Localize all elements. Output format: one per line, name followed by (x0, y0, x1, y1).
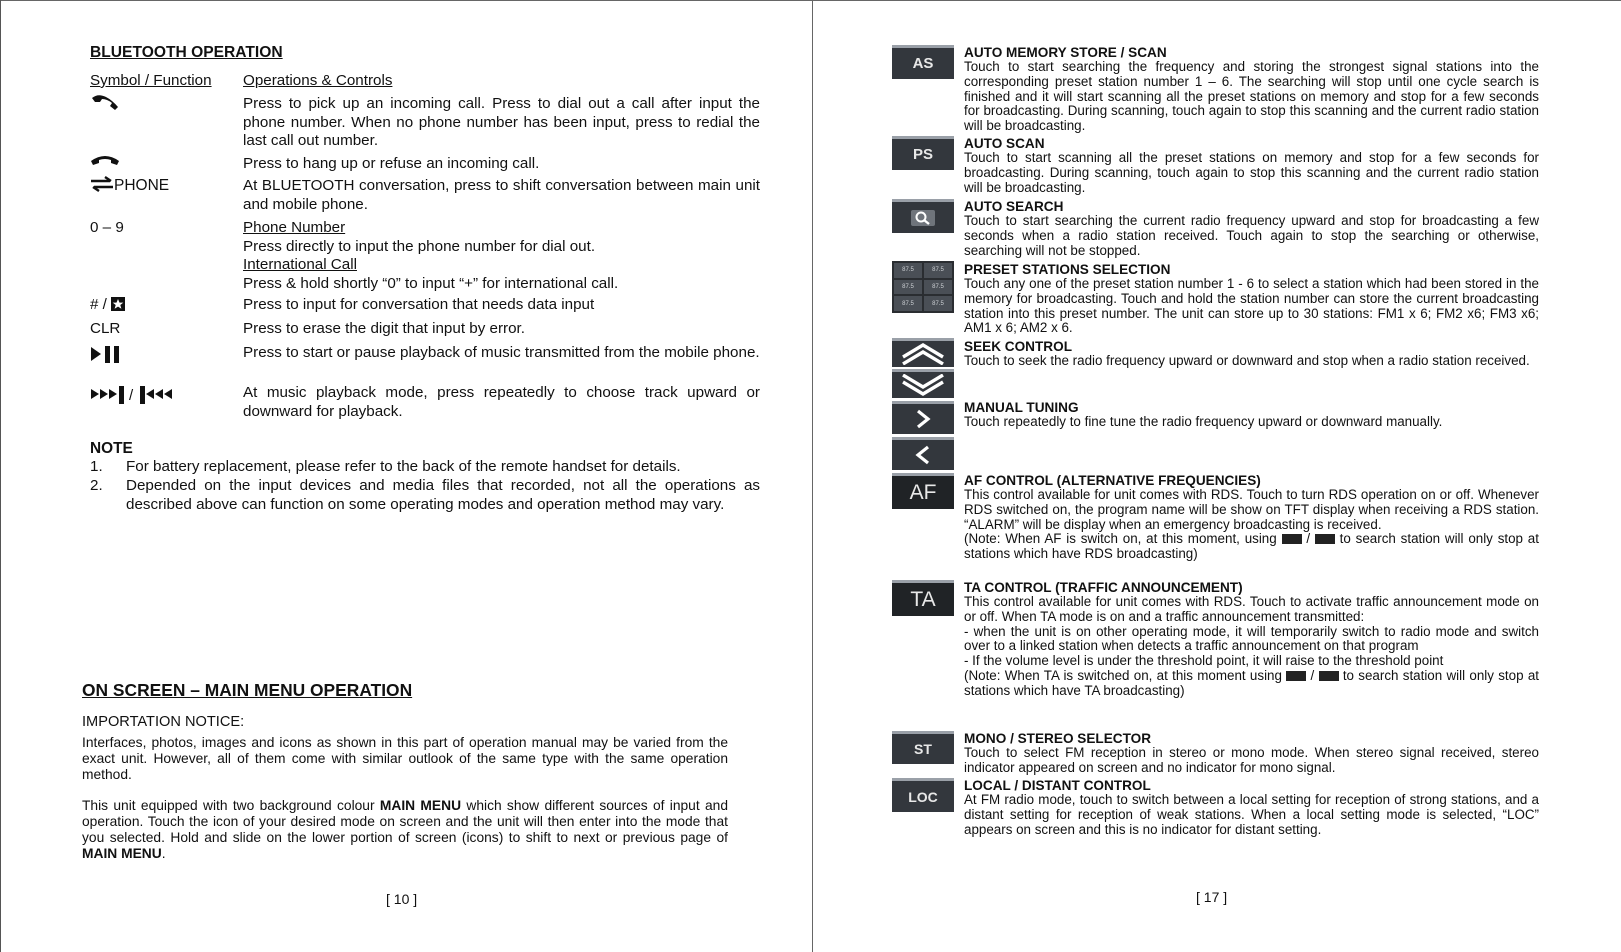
local-distant-text: At FM radio mode, touch to switch between a local setting for reception of strong stations, and a distant setting for reception of weak stations. When a local setting mode is selected, “LOC” appears on screen and this is no indicator for distant setting. (964, 792, 1539, 837)
st-button-icon: ST (892, 731, 954, 764)
digits-symbol: 0 – 9 (90, 219, 124, 236)
preset-text: Touch any one of the preset station number 1 - 6 to select a station which had been stored in the memory for broadcasting. Touch and hold the station number can store the current broadcasting station into this preset number. The unit can store up to 30 stations: FM1 x 6; FM2 x6; FM3 x6; AM1 x 6; AM2 x 6. (964, 276, 1539, 336)
preset-cell: 87.5 (894, 280, 922, 295)
page-number-right: [ 17 ] (1196, 889, 1228, 905)
row-hangup-desc: Press to hang up or refuse an incoming call. (243, 155, 540, 172)
ps-button-icon: PS (892, 136, 954, 170)
preset-head: PRESET STATIONS SELECTION (964, 262, 1171, 277)
auto-memory-head: AUTO MEMORY STORE / SCAN (964, 45, 1167, 60)
row-clr-desc: Press to erase the digit that input by error. (243, 320, 525, 337)
ta-block (964, 595, 1539, 699)
row-pickup-desc: Press to pick up an incoming call. Press to dial out a call after input the phone number. When no phone number has been input, press to redial the last call out number. (243, 95, 760, 149)
loc-button-icon: LOC (892, 778, 954, 812)
para-part-e: . (161, 846, 166, 861)
track-skip-symbol (90, 384, 180, 410)
note-title: NOTE (90, 440, 133, 457)
auto-search-head: AUTO SEARCH (964, 199, 1064, 214)
note-1-text: For battery replacement, please refer to the back of the remote handset for details. (126, 458, 681, 475)
af-block (964, 488, 1539, 562)
local-distant-head: LOCAL / DISTANT CONTROL (964, 778, 1151, 793)
row-transfer-desc: At BLUETOOTH conversation, press to shift conversation between main unit and mobile phone. (243, 177, 760, 213)
ta-note-a: (Note: When TA is switched on, at this moment using (964, 667, 1287, 683)
main-menu-title: ON SCREEN – MAIN MENU OPERATION (82, 680, 413, 700)
mono-stereo-text: Touch to select FM reception in stereo or mono mode. When stereo signal received, stereo indicator appeared on screen and no indicator for mono signal. (964, 745, 1539, 775)
manual-tuning-text: Touch repeatedly to fine tune the radio frequency upward or downward manually. (964, 414, 1443, 429)
hash-star-symbol (90, 296, 125, 315)
tune-down-icon (892, 437, 954, 470)
note-2-num: 2. (90, 477, 103, 494)
row-hash-desc: Press to input for conversation that needs data input (243, 296, 595, 313)
search-button-icon (892, 199, 954, 233)
page-number-left: [ 10 ] (386, 891, 418, 907)
ta-head: TA CONTROL (TRAFFIC ANNOUNCEMENT) (964, 580, 1243, 595)
seek-text: Touch to seek the radio frequency upward or downward and stop when a radio station received. (964, 353, 1530, 368)
seek-up-icon (892, 338, 954, 367)
auto-scan-text: Touch to start scanning all the preset stations on memory and stop for a few seconds for broadcasting. During scanning, touch again to stop this scanning and the current radio station will be broadcasting. (964, 150, 1539, 195)
ta-note: (Note: When TA is switched on, at this moment using / to search station will only stop at stations which have TA broadcasting) (964, 667, 1539, 698)
auto-memory-text: Touch to start searching the frequency and storing the strongest signal stations into the corresponding preset station number 1 – 6. The searching will stop until one cycle search is finished and it will start scanning all the preset stations on memory and stop for a few seconds for broadcasting. During scanning, touch again to stop this scanning and the current radio station will be broadcasting. (964, 59, 1539, 134)
ta-bullet-2: - If the volume level is under the threshold point, it will raise to the threshold point (964, 653, 1444, 669)
seek-down-icon (892, 369, 954, 398)
ta-note-b: to search station will only stop at stations which have TA broadcasting) (964, 667, 1539, 698)
tune-up-icon (892, 401, 954, 434)
phone-number-desc: Press directly to input the phone number for dial out. (243, 237, 596, 255)
row-play-desc: Press to start or pause playback of music transmitted from the mobile phone. (243, 344, 760, 361)
preset-cell: 87.5 (924, 263, 952, 278)
auto-search-text: Touch to start searching the current radio frequency upward and stop for broadcasting a few seconds when a radio station received. Touch again to stop the searching or otherwise, searching will not be stopped. (964, 213, 1539, 258)
para-bold-main-menu-1: MAIN MENU (379, 798, 462, 813)
col-ops-header: Operations & Controls (243, 72, 393, 89)
preset-grid-icon (892, 261, 954, 313)
auto-scan-head: AUTO SCAN (964, 136, 1045, 151)
preset-cell: 87.5 (924, 280, 952, 295)
mono-stereo-head: MONO / STEREO SELECTOR (964, 731, 1152, 746)
international-call-desc: Press & hold shortly “0” to input “+” for international call. (243, 274, 619, 292)
phone-label: PHONE (114, 177, 170, 194)
hangup-phone-icon (90, 152, 120, 172)
svg-text:/: / (129, 387, 134, 404)
af-head: AF CONTROL (ALTERNATIVE FREQUENCIES) (964, 473, 1261, 488)
note-2-text: Depended on the input devices and media files that recorded, not all the operations as described above can function on some operating modes and operation method may vary. (126, 477, 760, 513)
para-part-c: which show different sources of input and operation. Touch the icon of your desired mode on screen and the unit will then enter into the mode that you selected. Hold and slide on the lower portion of screen (icons) to shift to next or previous page of (82, 798, 728, 845)
star-key-icon (111, 297, 125, 311)
notice-title: IMPORTATION NOTICE: (82, 714, 245, 730)
af-button-icon: AF (892, 473, 954, 509)
af-text: This control available for unit comes with RDS. Touch to turn RDS operation on or off. Whenever RDS switched on, the program name will be show on TFT display when receiving a RDS station. “ALARM” will be display when an emergency broadcasting is received. (964, 487, 1539, 532)
pickup-phone-icon (90, 93, 122, 119)
seek-up-mini-icon (1282, 534, 1302, 544)
preset-cell: 87.5 (894, 296, 922, 311)
notice-text: Interfaces, photos, images and icons as shown in this part of operation manual may be varied from the exact unit. However, all of them come with similar outlook of the same type with the same operation method. (82, 735, 728, 782)
ta-text: This control available for unit comes with RDS. Touch to activate traffic announcement mode on or off. When TA mode is on and a traffic announcement transmitted: (964, 594, 1539, 624)
seek-down-mini-icon (1319, 671, 1339, 681)
preset-cell: 87.5 (924, 296, 952, 311)
row-transfer-symbol (90, 175, 169, 196)
seek-up-mini-icon (1286, 671, 1306, 681)
transfer-arrows-icon (90, 175, 114, 193)
play-pause-icon (90, 344, 124, 370)
international-call-subtitle: International Call (243, 256, 357, 273)
af-note-a: (Note: When AF is switch on, at this moment, using (964, 531, 1282, 547)
preset-cell: 87.5 (894, 263, 922, 278)
col-symbol-header: Symbol / Function (90, 72, 212, 89)
ta-button-icon: TA (892, 580, 954, 616)
row-skip-desc: At music playback mode, press repeatedly to choose track upward or downward for playback. (243, 384, 760, 420)
bluetooth-title: BLUETOOTH OPERATION (90, 44, 283, 61)
as-button-icon: AS (892, 45, 954, 79)
note-1-num: 1. (90, 458, 103, 475)
seek-head: SEEK CONTROL (964, 339, 1072, 354)
hash-label: # / (90, 296, 107, 313)
seek-down-mini-icon (1315, 534, 1335, 544)
para-part-a: This unit equipped with two background colour (82, 798, 380, 813)
ta-bullet-1: - when the unit is on other operating mode, it will temporarily switch to radio mode and switch over to a linked station when detects a traffic announcement on that program (964, 623, 1539, 654)
main-menu-paragraph (82, 798, 728, 862)
manual-tuning-head: MANUAL TUNING (964, 400, 1079, 415)
row-digits-block (243, 219, 760, 293)
para-bold-main-menu-2: MAIN MENU (82, 846, 162, 861)
phone-number-subtitle: Phone Number (243, 219, 346, 236)
af-note: (Note: When AF is switch on, at this moment, using / to search station will only stop at stations which have RDS broadcasting) (964, 531, 1539, 562)
af-note-b: to search station will only stop at stations which have RDS broadcasting) (964, 531, 1539, 562)
clr-symbol: CLR (90, 320, 121, 337)
